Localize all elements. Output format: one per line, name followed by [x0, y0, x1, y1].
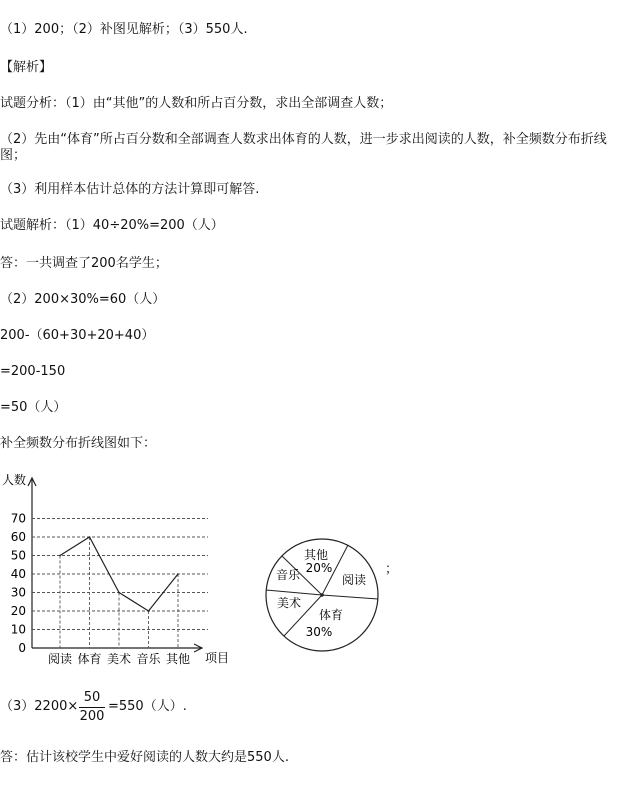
- y-tick-label: 10: [10, 622, 26, 637]
- y-tick-label: 70: [10, 511, 26, 526]
- y-tick-label: 0: [18, 641, 26, 655]
- pie-percent-tiyu: 30%: [305, 625, 333, 639]
- pie-label-qita: 其他: [303, 548, 329, 562]
- x-tick-label: 阅读: [47, 652, 73, 666]
- answer-line: （1）200；（2）补图见解析；（3）550人.: [0, 22, 248, 37]
- analysis-step-3: （3）利用样本估计总体的方法计算即可解答.: [0, 182, 260, 197]
- fraction-numerator: 50: [83, 690, 101, 705]
- frequency-line-chart: [0, 468, 250, 668]
- x-axis-title: 项目: [205, 651, 230, 665]
- pie-label-yuedu: 阅读: [341, 573, 367, 587]
- final-answer: 答：估计该校学生中爱好阅读的人数大约是550人.: [0, 750, 289, 765]
- y-tick-label: 40: [10, 567, 26, 581]
- solution-step-2c: =200-150: [0, 364, 66, 379]
- chart-semicolon: ；: [385, 562, 399, 577]
- solution-answer-1: 答：一共调查了200名学生；: [0, 256, 168, 271]
- y-tick-label: 50: [10, 548, 26, 563]
- y-axis-title: 人数: [2, 473, 27, 487]
- solution-step-3-prefix: （3）2200×: [0, 699, 79, 714]
- solution-step-2b: 200-（60+30+20+40）: [0, 328, 155, 343]
- pie-divider-yuedu-tiyu: [322, 595, 378, 599]
- data-point: [89, 536, 91, 538]
- pie-label-tiyu: 体育: [318, 608, 344, 622]
- solution-step-2d: =50（人）: [0, 400, 67, 415]
- y-tick-label: 30: [10, 585, 26, 600]
- fraction-bar: [79, 707, 105, 708]
- x-tick-label: 美术: [106, 652, 132, 666]
- pie-label-meishu: 美术: [276, 596, 302, 610]
- x-tick-label: 体育: [77, 652, 102, 666]
- data-point: [59, 555, 61, 557]
- solution-step-1: 试题解析：（1）40÷20%=200（人）: [0, 218, 224, 233]
- data-point: [118, 592, 120, 594]
- y-tick-label: 60: [10, 530, 26, 544]
- pie-divider-meishu-yinyue: [266, 590, 322, 595]
- solution-step-3-suffix: =550（人）.: [108, 699, 187, 714]
- analysis-heading: 【解析】: [0, 60, 53, 75]
- x-tick-label: 音乐: [136, 652, 161, 666]
- data-point: [177, 573, 179, 575]
- analysis-step-1: 试题分析：（1）由“其他”的人数和所占百分数，求出全部调查人数；: [0, 96, 393, 111]
- x-tick-label: 其他: [165, 652, 191, 666]
- fraction-denominator: 200: [79, 709, 105, 724]
- pie-percent-qita: 20%: [305, 561, 333, 575]
- solution-step-2e: 补全频数分布折线图如下：: [0, 436, 157, 451]
- y-tick-label: 20: [10, 604, 26, 618]
- pie-chart: [262, 535, 382, 655]
- solution-step-2a: （2）200×30%=60（人）: [0, 292, 166, 307]
- data-point: [148, 610, 150, 612]
- analysis-step-2: （2）先由“体育”所占百分数和全部调查人数求出体育的人数，进一步求出阅读的人数，补全频数分布折线图；: [0, 132, 607, 163]
- pie-center-dot: [320, 593, 324, 597]
- pie-label-yinyue: 音乐: [275, 568, 301, 582]
- fraction: [79, 690, 105, 725]
